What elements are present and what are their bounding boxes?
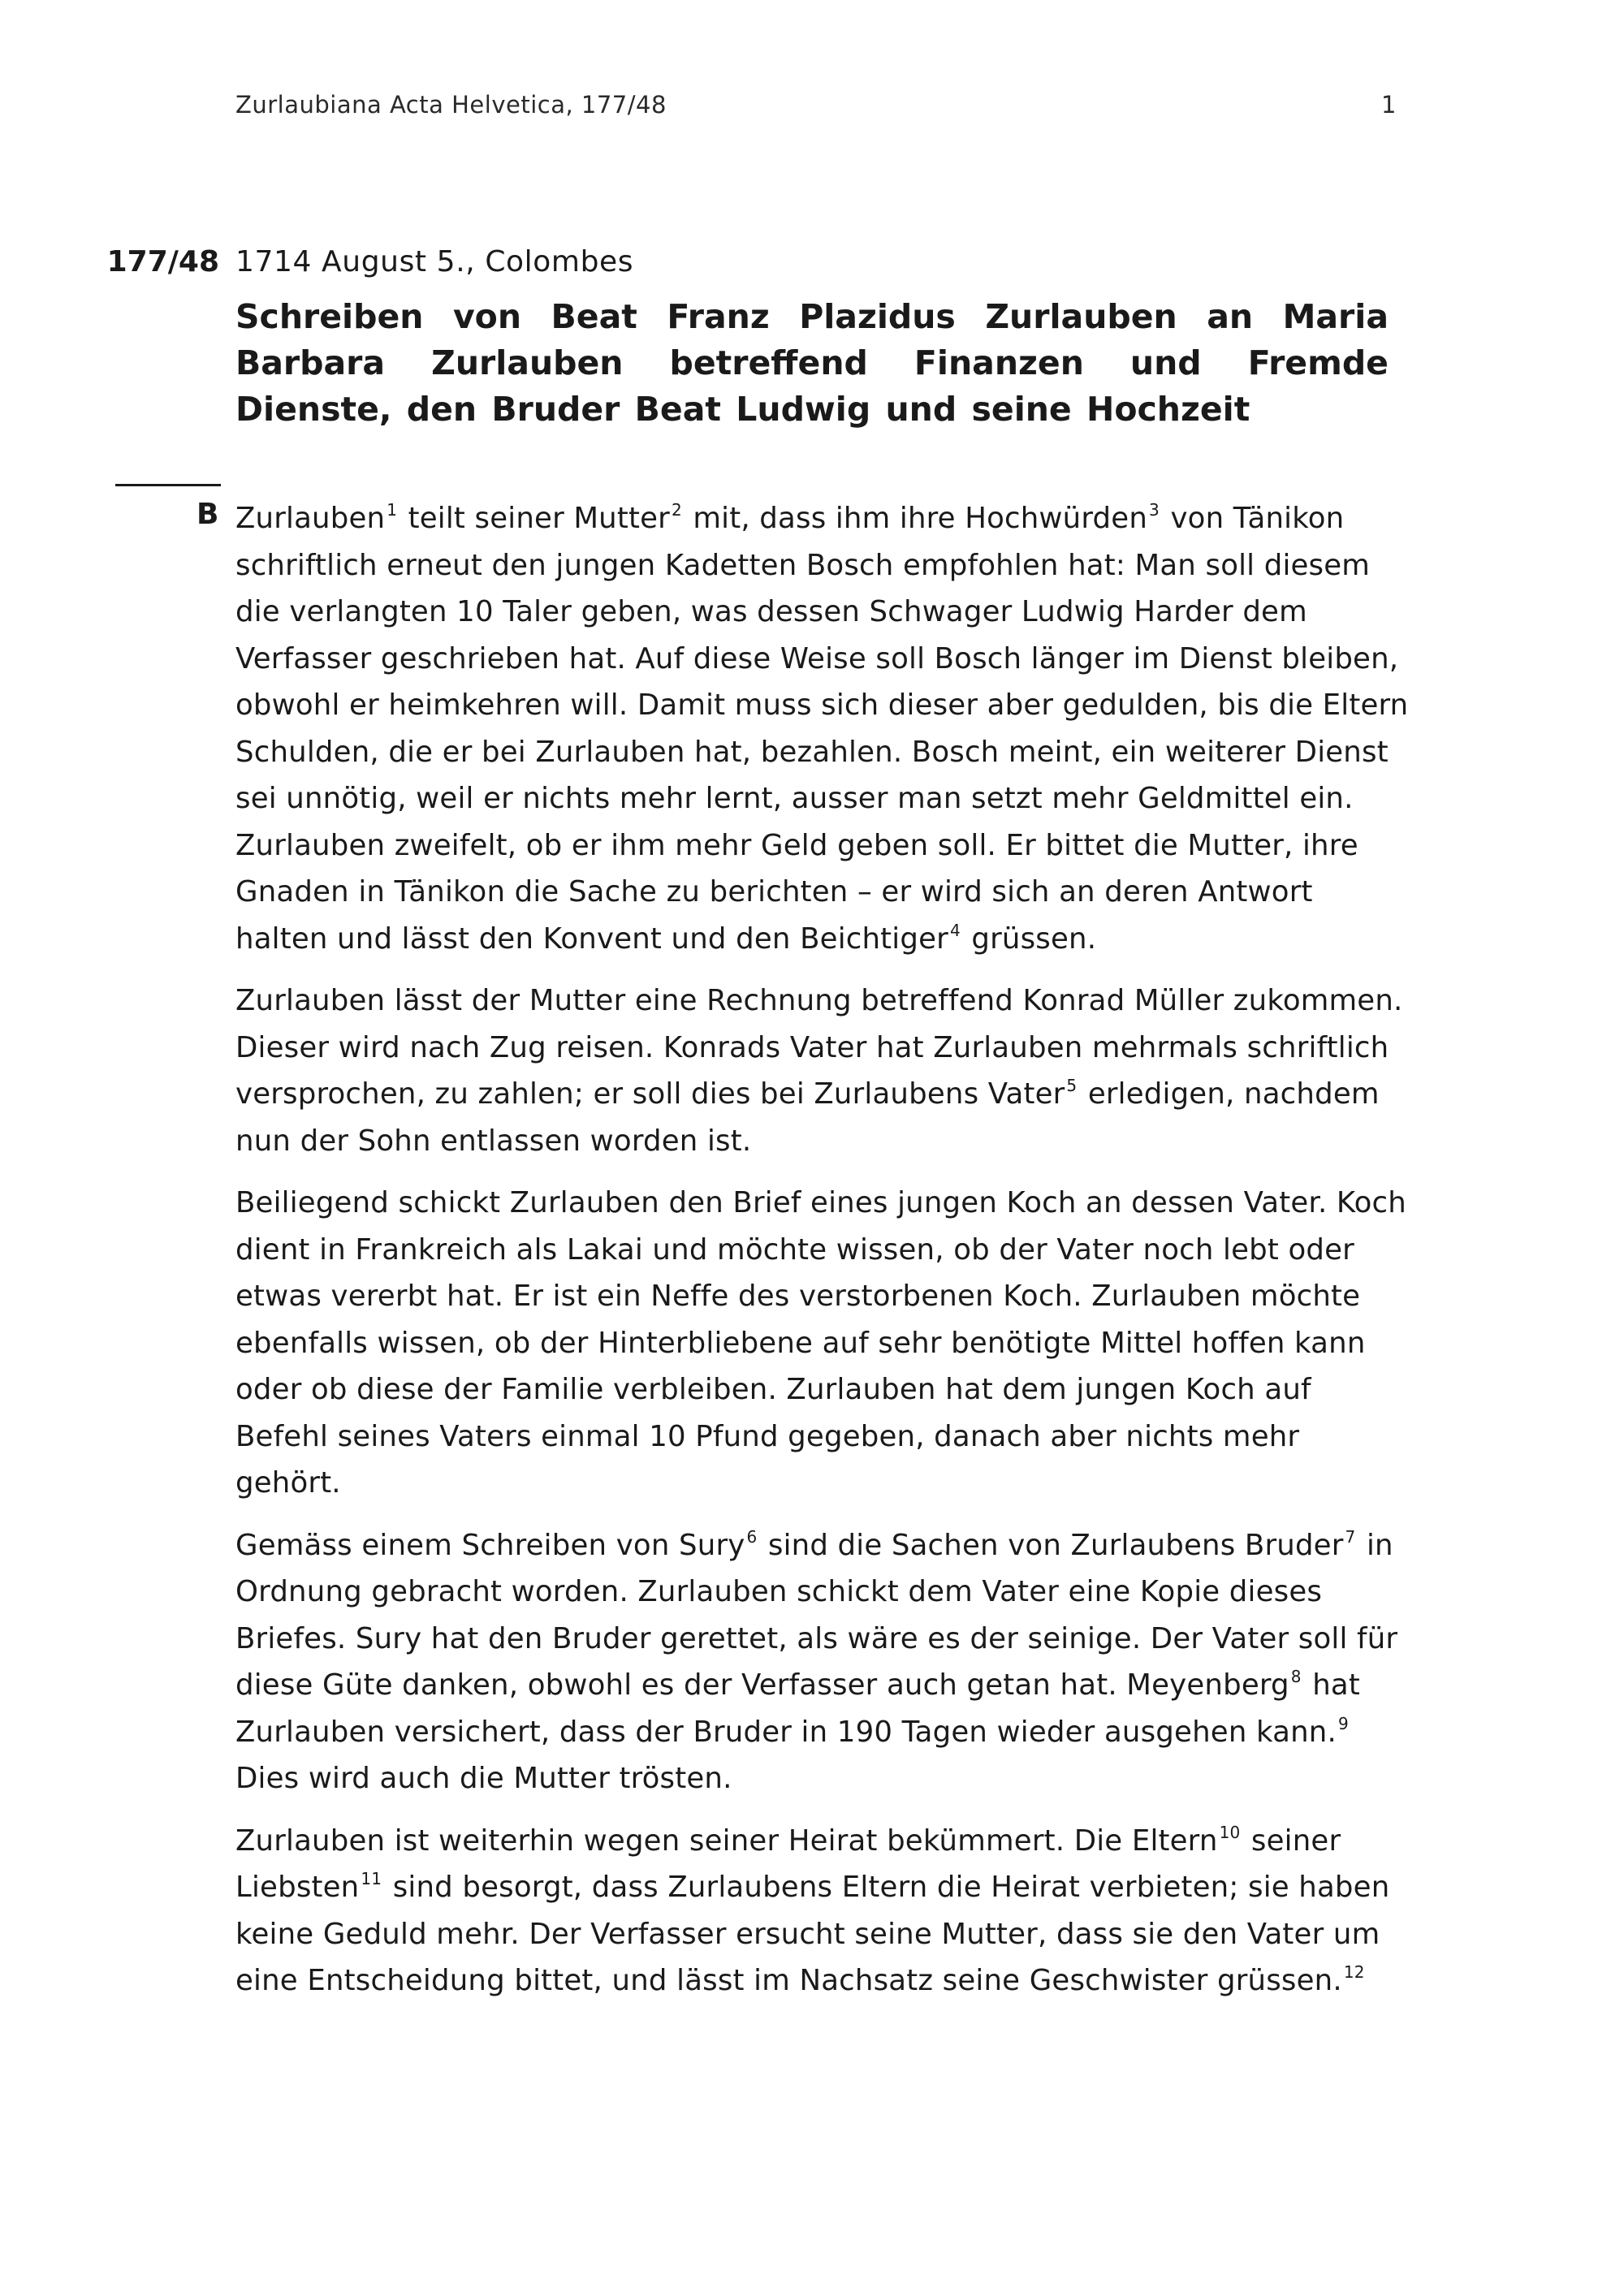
running-title: Zurlaubiana Acta Helvetica, 177/48 [235, 91, 667, 119]
footnote-marker[interactable]: 9 [1337, 1713, 1349, 1733]
paragraph-text: sind die Sachen von Zurlaubens Bruder [758, 1528, 1344, 1562]
paragraph-text: Zurlauben [235, 502, 386, 535]
summary-paragraph [235, 1818, 1413, 2005]
summary-paragraph [235, 978, 1413, 1164]
paragraph-text: teilt seiner Mutter [399, 502, 670, 535]
footnote-marker[interactable]: 2 [671, 500, 682, 520]
paragraph-text: Zurlauben lässt der Mutter eine Rechnung betreffend Konrad Müller zukommen. Dieser wird nach Zug reisen. Konrads Vater hat Zurlauben mehrmals schriftlich versprochen, zu zahlen; er soll dies bei Zurlaubens Vater [235, 984, 1403, 1111]
paragraph-text: mit, dass ihm ihre Hochwürden [683, 502, 1148, 535]
page-number: 1 [1381, 91, 1397, 119]
footnote-marker[interactable]: 11 [361, 1869, 382, 1888]
section-marker: B [197, 498, 219, 531]
summary-body [235, 495, 1413, 2020]
paragraph-text: grüssen. [961, 921, 1097, 956]
paragraph-text: erledigen, nachdem nun der Sohn entlassen worden ist. [235, 1077, 1380, 1158]
document-title: Schreiben von Beat Franz Plazidus Zurlauben an Maria Barbara Zurlauben betreffend Finanzen und Fremde Dienste, den Bruder Beat Ludwig und seine Hochzeit [235, 297, 1389, 429]
paragraph-text: Gemäss einem Schreiben von Sury [235, 1528, 745, 1562]
footnote-marker[interactable]: 7 [1345, 1526, 1356, 1547]
summary-paragraph [235, 1180, 1413, 1507]
footnote-marker[interactable]: 8 [1290, 1667, 1302, 1686]
paragraph-text: hat Zurlauben versichert, dass der Bruder in 190 Tagen wieder ausgehen kann. [235, 1668, 1360, 1749]
section-divider [115, 484, 221, 486]
footnote-marker[interactable]: 12 [1343, 1962, 1365, 1982]
running-header [235, 91, 1397, 119]
paragraph-text: Beiliegend schickt Zurlauben den Brief eines jungen Koch an dessen Vater. Koch dient in Frankreich als Lakai und möchte wissen, ob der Vater noch lebt oder etwas vererbt hat. Er ist ein Neffe des verstorbenen Koch. Zurlauben möchte ebenfalls wissen, ob der Hinterbliebene auf sehr benötigte Mittel hoffen kann oder ob diese der Familie verbleiben. Zurlauben hat dem jungen Koch auf Befehl seines Vaters einmal 10 Pfund gegeben, danach aber nichts mehr gehört. [235, 1186, 1406, 1500]
paragraph-text: in Ordnung gebracht worden. Zurlauben schickt dem Vater eine Kopie dieses Briefes. Sury hat den Bruder gerettet, als wäre es der seinige. Der Vater soll für diese Güte danken, obwohl es der Verfasser auch getan hat. Meyenberg [235, 1528, 1398, 1702]
footnote-marker[interactable]: 6 [746, 1526, 758, 1547]
footnote-marker[interactable]: 10 [1219, 1822, 1241, 1842]
summary-paragraph [235, 495, 1413, 962]
paragraph-text: seiner Liebsten [235, 1823, 1341, 1904]
paragraph-text: Zurlauben ist weiterhin wegen seiner Heirat bekümmert. Die Eltern [235, 1823, 1218, 1858]
paragraph-text: Dies wird auch die Mutter trösten. [235, 1762, 732, 1795]
summary-paragraph [235, 1522, 1413, 1802]
document-number: 177/48 [106, 245, 219, 278]
paragraph-text: sind besorgt, dass Zurlaubens Eltern die Heirat verbieten; sie haben keine Geduld mehr. Der Verfasser ersucht seine Mutter, dass sie den Vater um eine Entscheidung bittet, und lässt im Nachsatz seine Geschwister grüssen. [235, 1871, 1390, 1997]
footnote-marker[interactable]: 1 [387, 500, 398, 520]
footnote-marker[interactable]: 5 [1066, 1076, 1078, 1095]
footnote-marker[interactable]: 3 [1149, 500, 1160, 520]
footnote-marker[interactable]: 4 [949, 920, 961, 940]
paragraph-text: von Tänikon schriftlich erneut den jungen Kadetten Bosch empfohlen hat: Man soll diesem die verlangten 10 Taler geben, was dessen Schwager Ludwig Harder dem Verfasser geschrieben hat. Auf diese Weise soll Bosch länger im Dienst bleiben, obwohl er heimkehren will. Damit muss sich dieser aber gedulden, bis die Eltern Schulden, die er bei Zurlauben hat, bezahlen. Bosch meint, ein weiterer Dienst sei unnötig, weil er nichts mehr lernt, ausser man setzt mehr Geldmittel ein. Zurlauben zweifelt, ob er ihm mehr Geld geben soll. Er bittet die Mutter, ihre Gnaden in Tänikon die Sache zu berichten – er wird sich an deren Antwort halten und lässt den Konvent und den Beichtiger [235, 502, 1409, 956]
document-date-place: 1714 August 5., Colombes [235, 245, 634, 278]
